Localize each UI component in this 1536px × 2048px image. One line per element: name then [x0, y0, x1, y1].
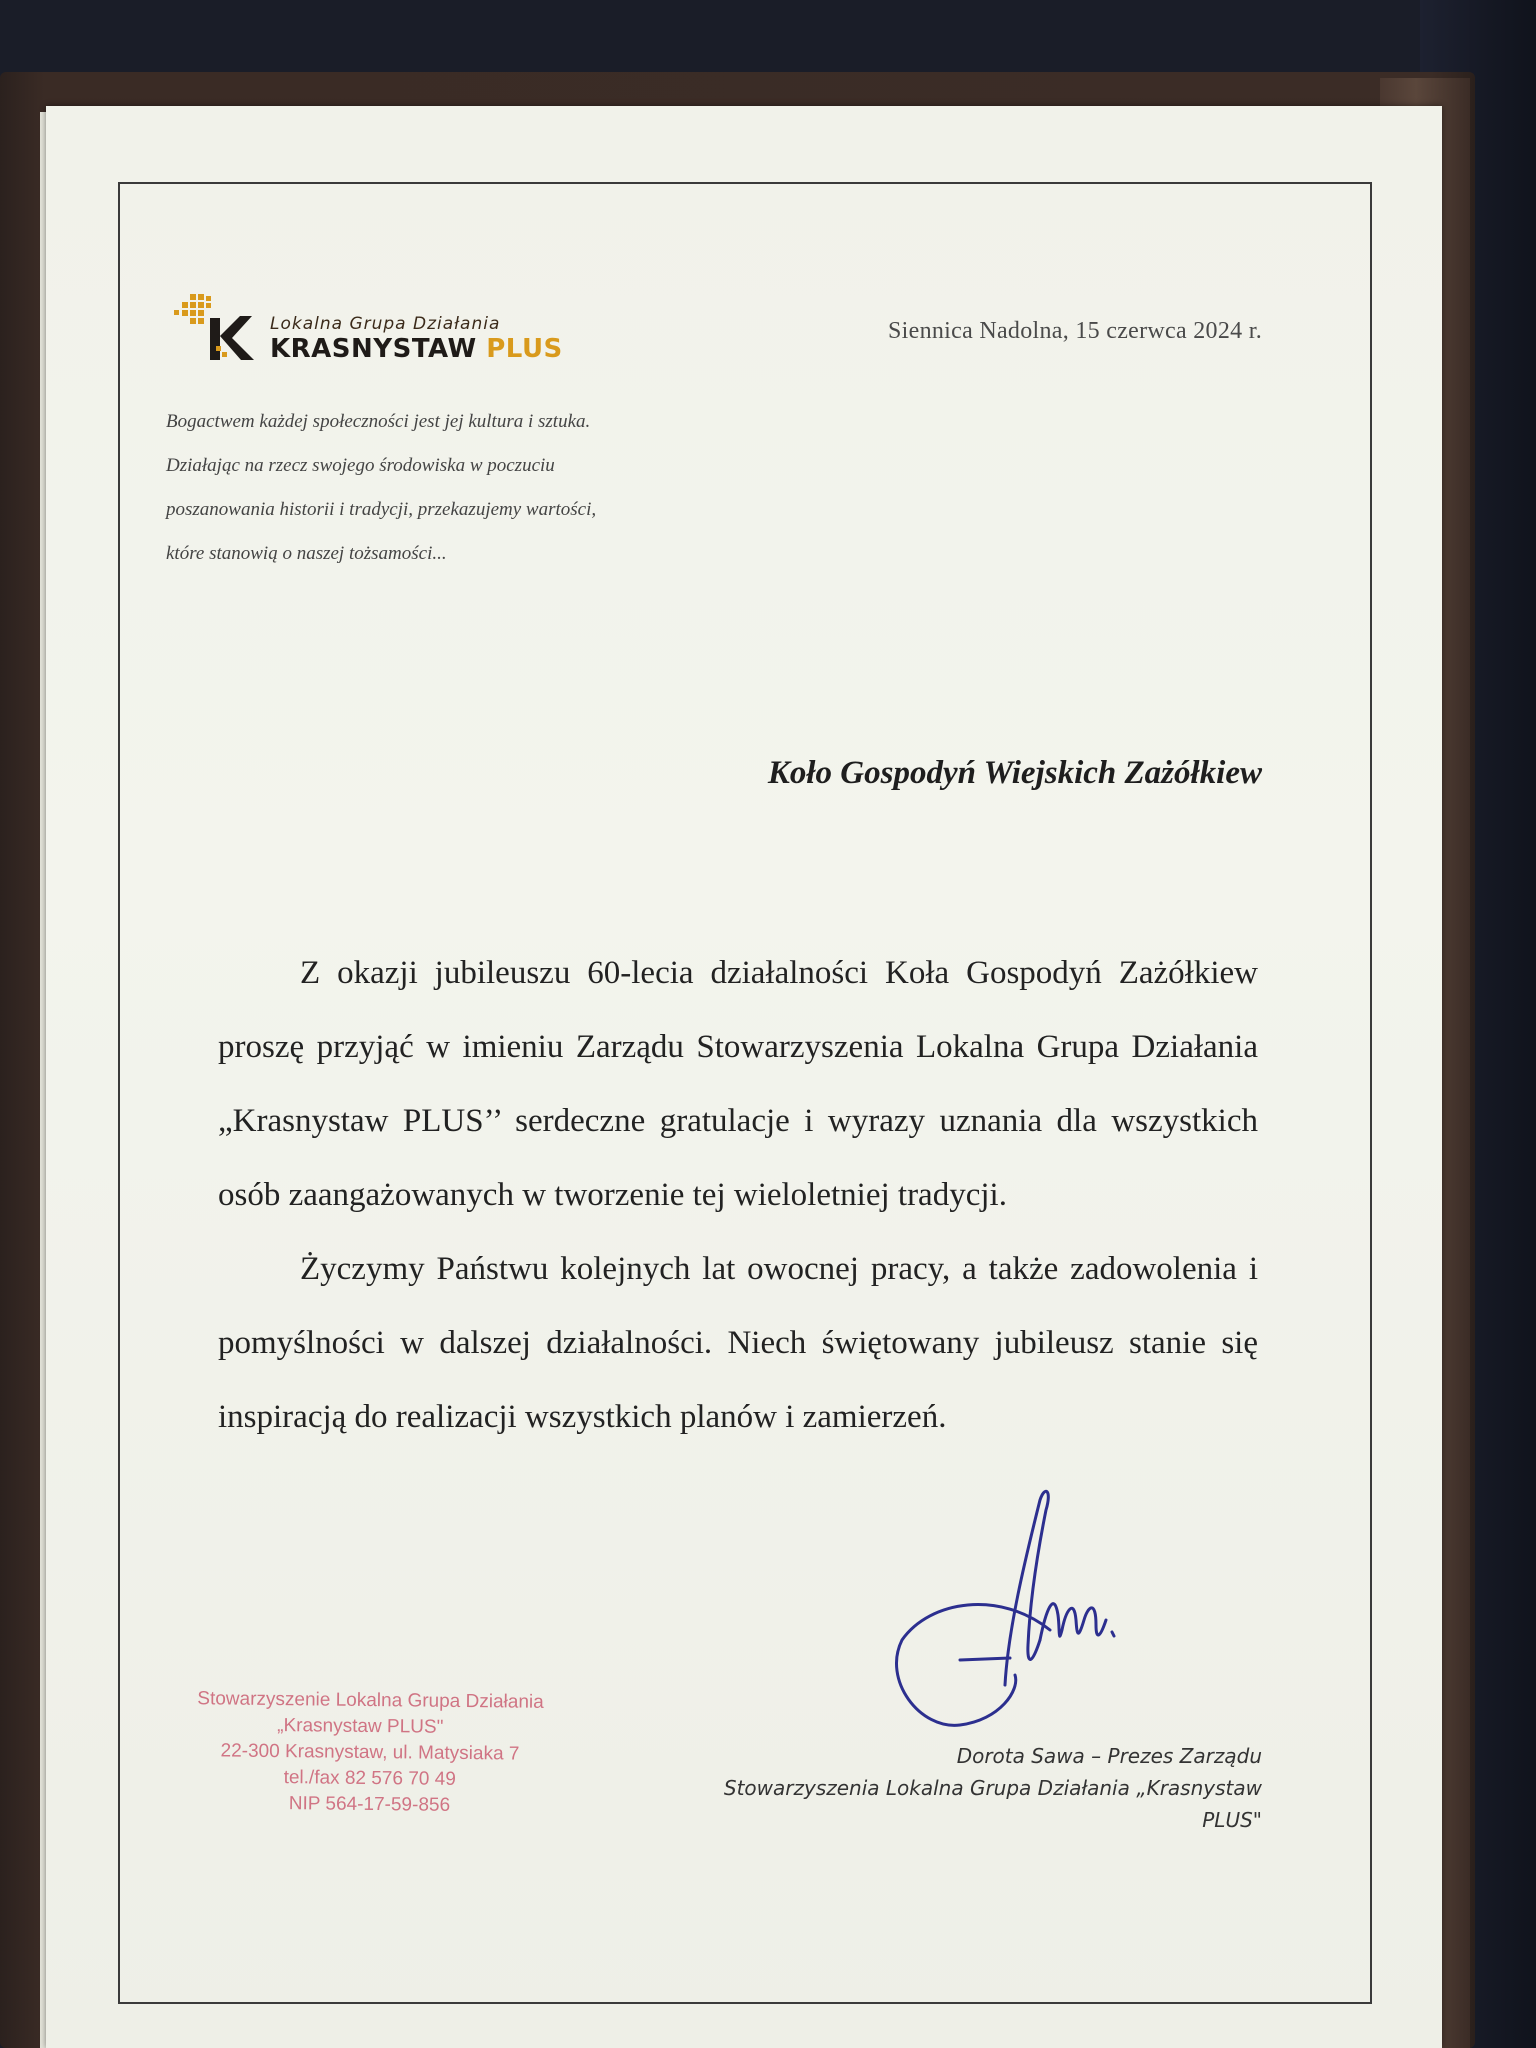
- motto-line: które stanowią o naszej tożsamości...: [166, 543, 447, 564]
- logo-title-plus: PLUS: [486, 334, 563, 364]
- logo-title: [270, 334, 563, 364]
- lgd-logo: [170, 284, 563, 368]
- signer-line: Dorota Sawa – Prezes Zarządu: [956, 1744, 1262, 1768]
- stamp-line: „Krasnystaw PLUS": [277, 1715, 444, 1738]
- signer-line: PLUS": [1202, 1808, 1262, 1832]
- recipient-name: Koło Gospodyń Wiejskich Zażółkiew: [767, 755, 1262, 791]
- logo-title-main: KRASNYSTAW: [270, 334, 477, 364]
- signer-block: [620, 1740, 1262, 1836]
- place-and-date: Siennica Nadolna, 15 czerwca 2024 r.: [888, 318, 1262, 344]
- stamp-line: 22-300 Krasnystaw, ul. Matysiaka 7: [220, 1740, 520, 1765]
- letter-body: [218, 936, 1258, 1454]
- motto-line: poszanowania historii i tradycji, przekazujemy wartości,: [166, 499, 597, 520]
- signer-line: Stowarzyszenia Lokalna Grupa Działania „Krasnystaw: [723, 1776, 1262, 1800]
- handwritten-signature: [890, 1480, 1210, 1740]
- motto-block: [166, 400, 766, 576]
- motto-line: Działając na rzecz swojego środowiska w poczuciu: [166, 455, 555, 476]
- stamp-line: Stowarzyszenie Lokalna Grupa Działania: [197, 1688, 544, 1713]
- logo-mark-icon: [170, 284, 270, 368]
- motto-line: Bogactwem każdej społeczności jest jej kultura i sztuka.: [166, 411, 591, 432]
- stamp-line: NIP 564-17-59-856: [288, 1793, 451, 1816]
- body-paragraph: Życzymy Państwu kolejnych lat owocnej pracy, a także zadowolenia i pomyślności w dalszej działalności. Niech świętowany jubileusz stanie się inspiracją do realizacji wszystkich planów i zamierzeń.: [218, 1251, 1258, 1435]
- stamp-line: tel./fax 82 576 70 49: [283, 1767, 456, 1790]
- body-paragraph: Z okazji jubileuszu 60-lecia działalności Koła Gospodyń Zażółkiew proszę przyjąć w imieniu Zarządu Stowarzyszenia Lokalna Grupa Działania „Krasnystaw PLUS’’ serdeczne gratulacje i wyrazy uznania dla wszystkich osób zaangażowanych w tworzenie tej wieloletniej tradycji.: [218, 955, 1258, 1213]
- organization-stamp: [159, 1686, 580, 1820]
- logo-subtitle: Lokalna Grupa Działania: [270, 314, 501, 334]
